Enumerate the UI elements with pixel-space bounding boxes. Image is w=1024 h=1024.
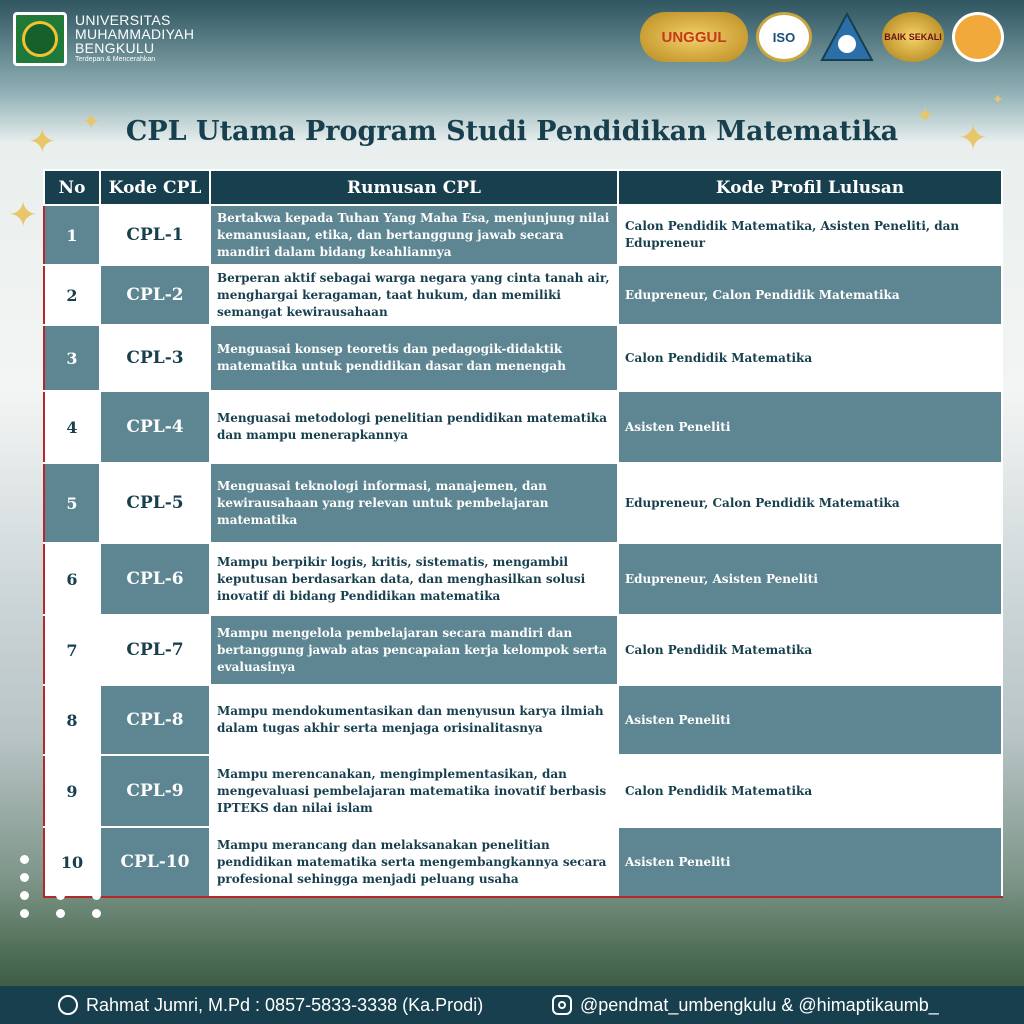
row-kode: CPL-7 [100, 615, 210, 685]
university-line2: MUHAMMADIYAH [75, 26, 195, 42]
row-no: 3 [44, 325, 100, 391]
row-rumusan: Menguasai teknologi informasi, manajemen, dan kewirausahaan yang relevan untuk pembelajaran matematika [210, 463, 618, 543]
row-profil: Edupreneur, Calon Pendidik Matematika [618, 463, 1002, 543]
row-kode: CPL-2 [100, 265, 210, 325]
header [0, 0, 1024, 78]
row-profil: Calon Pendidik Matematika [618, 325, 1002, 391]
table-row [44, 685, 1002, 755]
row-kode: CPL-5 [100, 463, 210, 543]
instagram-icon [552, 995, 572, 1015]
iso-certification-badge-icon: ISO [756, 12, 812, 62]
row-kode: CPL-3 [100, 325, 210, 391]
row-no: 9 [44, 755, 100, 827]
university-line3: BENGKULU [75, 40, 155, 56]
round-emblem-badge-icon [952, 12, 1004, 62]
row-profil: Asisten Peneliti [618, 827, 1002, 897]
table-row [44, 391, 1002, 463]
row-profil: Edupreneur, Asisten Peneliti [618, 543, 1002, 615]
row-kode: CPL-10 [100, 827, 210, 897]
row-no: 2 [44, 265, 100, 325]
table-header-row [44, 170, 1002, 205]
sparkle-icon: ✦ [28, 122, 57, 162]
row-kode: CPL-1 [100, 205, 210, 265]
table-row [44, 205, 1002, 265]
unggul-accreditation-badge-icon: UNGGUL [640, 12, 748, 62]
baik-sekali-accreditation-badge-icon: BAIK SEKALI [882, 12, 944, 62]
row-profil: Asisten Peneliti [618, 391, 1002, 463]
whatsapp-icon [58, 995, 78, 1015]
row-profil: Edupreneur, Calon Pendidik Matematika [618, 265, 1002, 325]
header-kode-cpl: Kode CPL [100, 170, 210, 205]
table-row [44, 827, 1002, 897]
footer [0, 986, 1024, 1024]
accreditation-badges [640, 12, 1004, 62]
row-rumusan: Bertakwa kepada Tuhan Yang Maha Esa, menjunjung nilai kemanusiaan, etika, dan bertanggung jawab secara mandiri dalam bidang keahliannya [210, 205, 618, 265]
header-kode-profil: Kode Profil Lulusan [618, 170, 1002, 205]
row-no: 5 [44, 463, 100, 543]
row-profil: Calon Pendidik Matematika [618, 615, 1002, 685]
sparkle-icon: ✦ [992, 92, 1004, 108]
university-line1: UNIVERSITAS [75, 12, 171, 28]
sparkle-icon: ✦ [916, 104, 935, 129]
row-no: 1 [44, 205, 100, 265]
row-kode: CPL-9 [100, 755, 210, 827]
table-row [44, 543, 1002, 615]
university-crest-icon [13, 12, 67, 66]
university-name [75, 13, 194, 65]
row-rumusan: Mampu merencanakan, mengimplementasikan, dan mengevaluasi pembelajaran matematika inovatif berbasis IPTEKS dan nilai islam [210, 755, 618, 827]
row-kode: CPL-8 [100, 685, 210, 755]
row-profil: Asisten Peneliti [618, 685, 1002, 755]
row-rumusan: Mampu mendokumentasikan dan menyusun karya ilmiah dalam tugas akhir serta menjaga orisinalitasnya [210, 685, 618, 755]
triangle-emblem-badge-icon [820, 12, 874, 62]
row-kode: CPL-4 [100, 391, 210, 463]
row-profil: Calon Pendidik Matematika, Asisten Peneliti, dan Edupreneur [618, 205, 1002, 265]
sparkle-icon: ✦ [82, 110, 101, 135]
table-row [44, 325, 1002, 391]
row-no: 6 [44, 543, 100, 615]
table-row [44, 463, 1002, 543]
row-rumusan: Mampu merancang dan melaksanakan penelitian pendidikan matematika serta mengembangkannya secara profesional sehingga menjadi peluang usaha [210, 827, 618, 897]
footer-social [552, 995, 939, 1016]
footer-contact-text: Rahmat Jumri, M.Pd : 0857-5833-3338 (Ka.Prodi) [86, 994, 484, 1015]
table-row [44, 615, 1002, 685]
row-no: 8 [44, 685, 100, 755]
table-row [44, 265, 1002, 325]
row-profil: Calon Pendidik Matematika [618, 755, 1002, 827]
header-rumusan-cpl: Rumusan CPL [210, 170, 618, 205]
university-tagline: Terdepan & Mencerahkan [75, 56, 156, 63]
university-logo [13, 12, 194, 66]
sparkle-icon: ✦ [8, 195, 39, 236]
table-row [44, 755, 1002, 827]
row-rumusan: Mampu berpikir logis, kritis, sistematis, mengambil keputusan berdasarkan data, dan menghasilkan solusi inovatif di bidang Pendidikan matematika [210, 543, 618, 615]
row-no: 4 [44, 391, 100, 463]
footer-contact [58, 995, 483, 1016]
row-no: 10 [44, 827, 100, 897]
row-kode: CPL-6 [100, 543, 210, 615]
row-no: 7 [44, 615, 100, 685]
cpl-table [43, 169, 1003, 898]
row-rumusan: Menguasai metodologi penelitian pendidikan matematika dan mampu menerapkannya [210, 391, 618, 463]
sparkle-icon: ✦ [958, 118, 989, 159]
page-title: CPL Utama Program Studi Pendidikan Matematika [125, 116, 899, 147]
row-rumusan: Menguasai konsep teoretis dan pedagogik-didaktik matematika untuk pendidikan dasar dan menengah [210, 325, 618, 391]
footer-social-text: @pendmat_umbengkulu & @himaptikaumb_ [580, 994, 939, 1015]
row-rumusan: Mampu mengelola pembelajaran secara mandiri dan bertanggung jawab atas pencapaian kerja kelompok serta evaluasinya [210, 615, 618, 685]
header-no: No [44, 170, 100, 205]
row-rumusan: Berperan aktif sebagai warga negara yang cinta tanah air, menghargai keragaman, taat hukum, dan memiliki semangat kewirausahaan [210, 265, 618, 325]
